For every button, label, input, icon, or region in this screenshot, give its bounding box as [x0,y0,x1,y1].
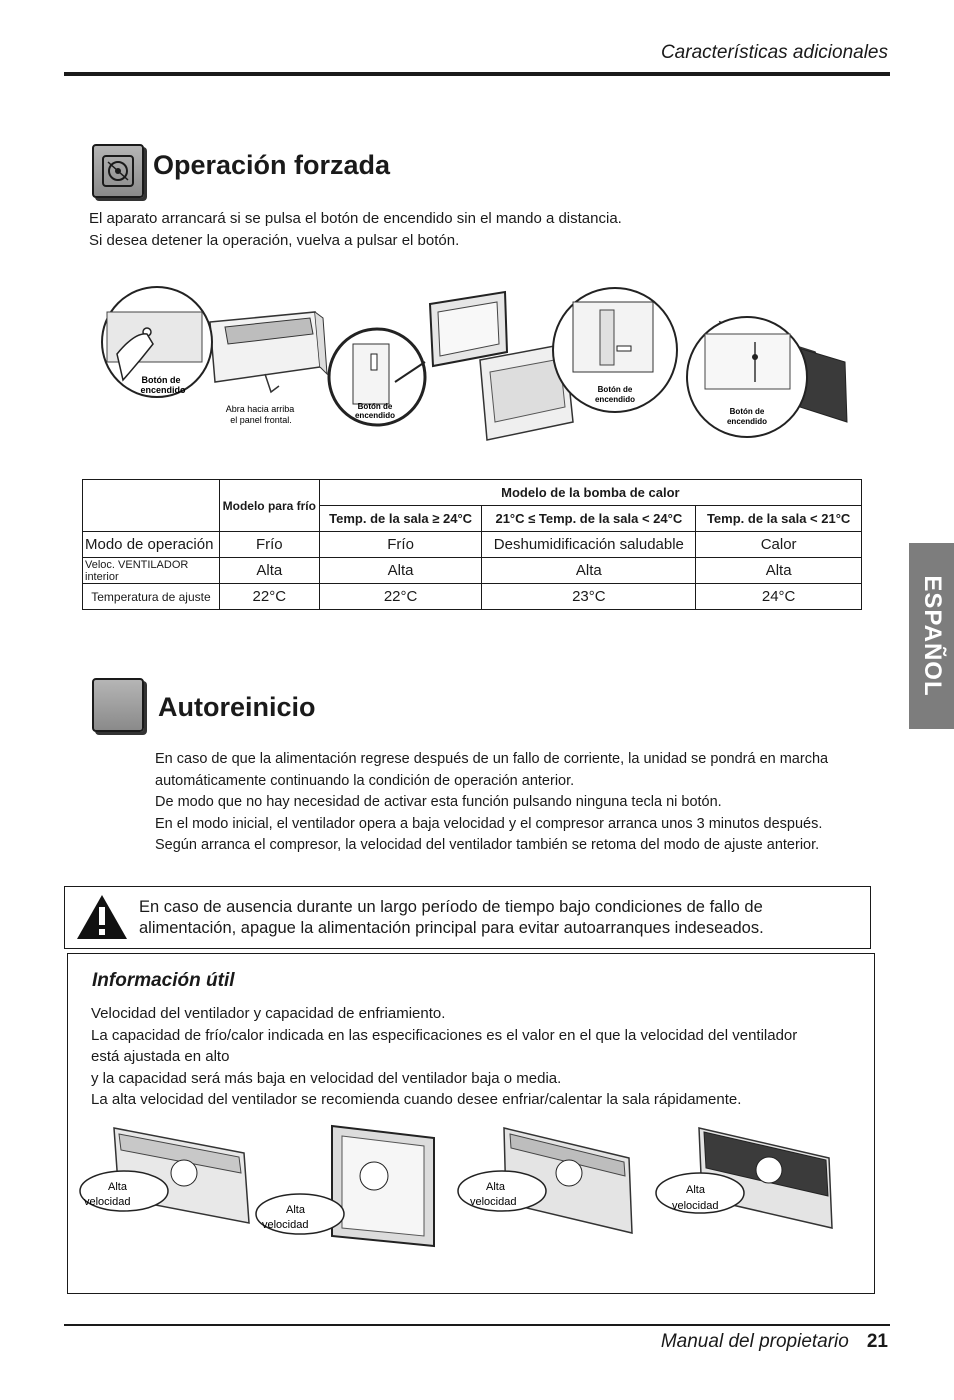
wall-unit-figure-1 [102,287,327,425]
table-cell: 24°C [696,584,862,610]
info-text [91,1003,861,1111]
page-number: 21 [866,1331,888,1352]
paragraph: De modo que no hay necesidad de activar esta función pulsando ninguna tecla ni botón. [155,794,722,810]
section-title-forced-operation: Operación forzada [153,150,391,180]
callout-label: Botón de [597,385,633,394]
callout-label: encendido [594,395,636,404]
cartoon-unit-4 [656,1128,832,1228]
paragraph: La alta velocidad del ventilador se recomienda cuando desee enfriar/calentar la sala rápidamente. [91,1091,742,1108]
paragraph: Velocidad del ventilador y capacidad de enfriamiento. [91,1005,446,1022]
table-subheader: 21°C ≤ Temp. de la sala < 24°C [482,506,696,532]
table-cell: Calor [696,532,862,558]
forced-operation-illustration [95,282,865,447]
footer [661,1331,888,1353]
footer-title: Manual del propietario [660,1331,849,1352]
paragraph: Si desea detener la operación, vuelva a pulsar el botón. [89,232,460,249]
table-cell: Frío [319,532,482,558]
language-side-tab [909,543,954,729]
cassette-figure [553,288,677,412]
bubble-label: velocidad [84,1196,131,1208]
table-subheader: Temp. de la sala ≥ 24°C [319,506,482,532]
row-label: Modo de operación [83,532,220,558]
table-cell: 22°C [219,584,319,610]
header-title: Características adicionales [660,42,888,63]
operation-table [82,479,862,610]
callout-label: Botón de [357,402,393,411]
table-cell: Frío [219,532,319,558]
wall-unit-figure-4 [687,317,847,437]
table-cell: Deshumidificación saludable [482,532,696,558]
auto-restart-icon [92,678,144,732]
paragraph: Según arranca el compresor, la velocidad del ventilador también se retoma del modo de ajuste anterior. [155,837,820,853]
callout-label: Abra hacia arriba [225,404,295,414]
bubble-label: Alta [486,1181,505,1193]
cartoon-unit-2 [256,1126,434,1246]
paragraph: y la capacidad será más baja en velocidad del ventilador baja o media. [91,1069,562,1087]
paragraph: En el modo inicial, el ventilador opera a baja velocidad y el compresor arranca unos 3 minutos después. [155,815,823,832]
callout-label: Botón de [141,375,181,385]
bubble-label: velocidad [262,1219,309,1231]
auto-restart-text [155,749,885,857]
paragraph: En caso de que la alimentación regrese después de un fallo de corriente, la unidad se pondrá en marcha [155,751,829,767]
warning-line: En caso de ausencia durante un largo período de tiempo bajo condiciones de fallo de [139,898,763,916]
callout-label: el panel frontal. [230,415,292,425]
row-label: Temperatura de ajuste [83,584,220,610]
table-row [83,532,862,558]
table-cell: 22°C [319,584,482,610]
section-title-auto-restart: Autoreinicio [158,692,316,722]
bubble-label: Alta [108,1181,127,1193]
callout-label: encendido [726,417,768,426]
bubble-label: Alta [286,1204,305,1216]
table-cell: Alta [219,558,319,584]
header-rule [64,72,890,76]
paragraph: automáticamente continuando la condición de operación anterior. [155,772,575,789]
fan-speed-illustration [74,1118,864,1268]
bubble-label: Alta [686,1184,705,1196]
warning-icon [75,893,129,941]
cartoon-unit-3 [458,1128,632,1233]
table-corner-cell [83,480,220,532]
warning-text [139,897,859,939]
table-cell: Alta [482,558,696,584]
callout-label: Botón de [729,407,765,416]
art-cool-figure [329,292,573,440]
callout-label: encendido [354,411,396,420]
paragraph: La capacidad de frío/calor indicada en las especificaciones es el valor en el que la velocidad del ventilador [91,1026,798,1044]
warning-line: alimentación, apague la alimentación principal para evitar autoarranques indeseados. [139,919,764,937]
table-cell: 23°C [482,584,696,610]
table-cell: Alta [696,558,862,584]
table-cell: Alta [319,558,482,584]
table-header-cool: Modelo para frío [219,480,319,532]
table-header-row [83,480,862,506]
fan-unit-icon-graphic [94,146,142,196]
table-row [83,558,862,584]
paragraph: está ajustada en alto [91,1048,230,1065]
table-header-heatpump: Modelo de la bomba de calor [319,480,861,506]
callout-label: encendido [140,385,186,395]
fan-unit-icon [92,144,144,198]
language-label: ESPAÑOL [918,575,946,697]
paragraph: El aparato arrancará si se pulsa el botón de encendido sin el mando a distancia. [89,210,622,227]
info-title: Información útil [92,970,235,991]
bubble-label: velocidad [470,1196,517,1208]
cartoon-unit-1 [80,1128,249,1223]
table-subheader: Temp. de la sala < 21°C [696,506,862,532]
table-row [83,584,862,610]
row-label: Veloc. VENTILADOR interior [83,558,220,584]
footer-rule [64,1324,890,1326]
forced-operation-text [89,208,889,252]
bubble-label: velocidad [672,1200,719,1212]
